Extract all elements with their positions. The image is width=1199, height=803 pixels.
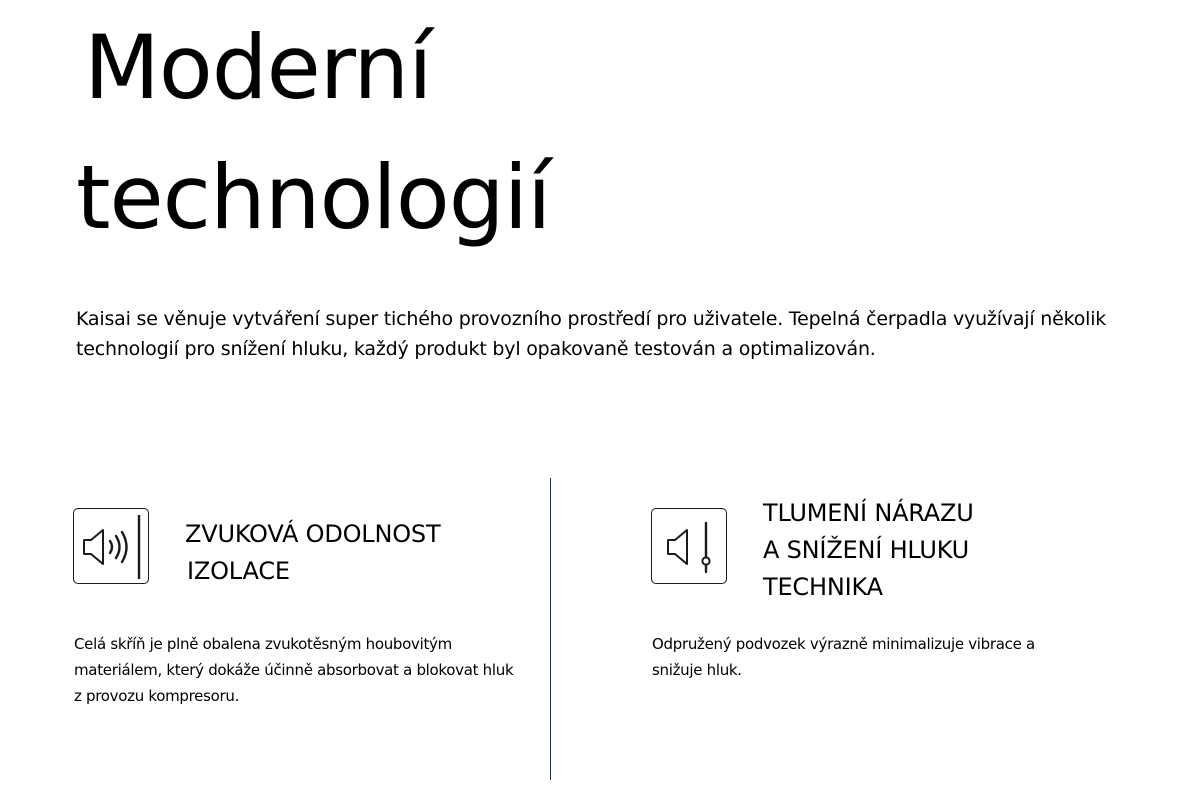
feature-heading-line: ZVUKOVÁ ODOLNOST	[185, 520, 441, 548]
feature-description: Odpružený podvozek výrazně minimalizuje vibrace a snižuje hluk.	[652, 635, 1035, 679]
feature-heading-line: TECHNIKA	[763, 573, 883, 601]
column-divider	[550, 478, 551, 780]
speaker-sound-icon	[73, 508, 149, 584]
feature-heading-line: TLUMENÍ NÁRAZU	[763, 499, 974, 527]
page-title-line-1: Moderní	[84, 16, 432, 119]
feature-heading-line: A SNÍŽENÍ HLUKU	[763, 536, 970, 564]
feature-heading	[185, 516, 440, 590]
intro-paragraph: Kaisai se věnuje vytváření super tichého provozního prostředí pro uživatele. Tepelná čerpadla využívají několik technologií pro snížení hluku, každý produkt byl opakovaně testován a optimalizován.	[76, 308, 1107, 360]
feature-heading-line: IZOLACE	[187, 557, 290, 585]
feature-description: Celá skříň je plně obalena zvukotěsným houbovitým materiálem, který dokáže účinně absorbovat a blokovat hluk z provozu kompresoru.	[74, 635, 514, 705]
speaker-damping-icon	[651, 508, 727, 584]
page-title-line-2: technologií	[76, 146, 551, 249]
feature-heading	[763, 495, 974, 606]
